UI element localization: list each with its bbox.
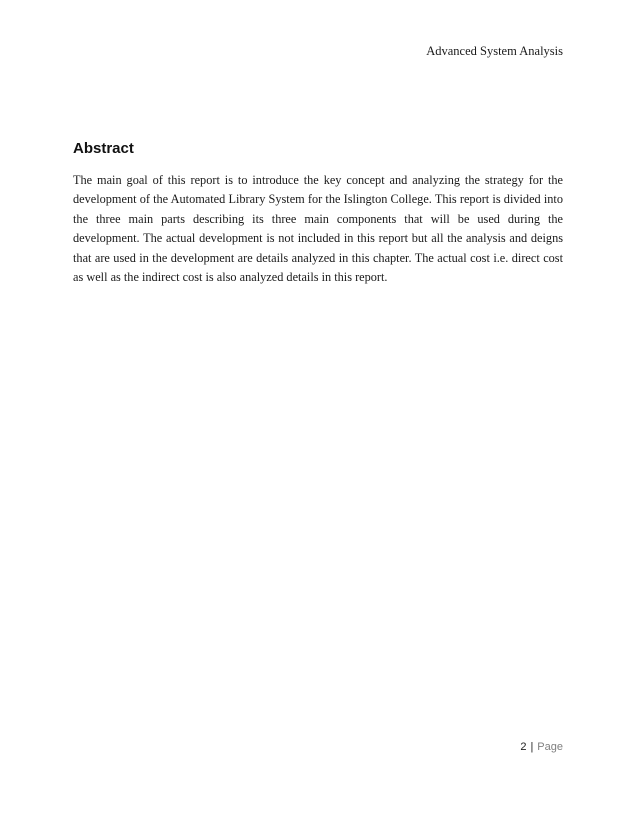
page-footer <box>520 741 563 753</box>
page-label: Page <box>537 741 563 753</box>
abstract-body-paragraph: The main goal of this report is to introduce the key concept and analyzing the strategy for the development of the Automated Library System for the Islington College. This report is divided into the three main parts describing its three main components that will be used during the development. The actual development is not included in this report but all the analysis and deigns that are used in the development are details analyzed in this chapter. The actual cost i.e. direct cost as well as the indirect cost is also analyzed details in this report. <box>73 173 563 285</box>
page-separator: | <box>530 741 534 753</box>
running-header-title: Advanced System Analysis <box>426 44 563 58</box>
page-number: 2 <box>520 741 527 753</box>
abstract-heading: Abstract <box>73 140 134 157</box>
